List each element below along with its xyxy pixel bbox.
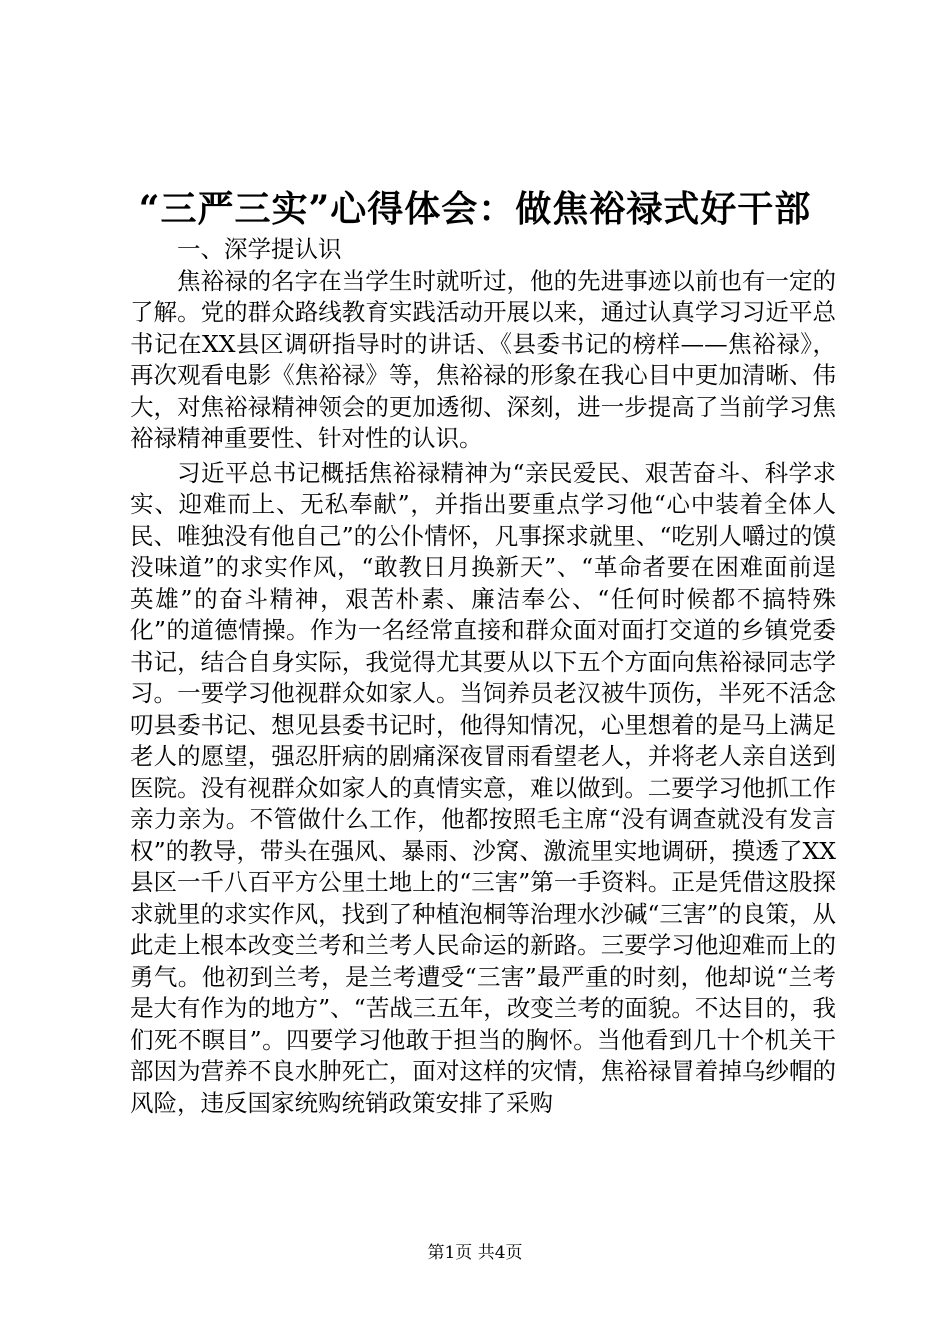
- page-footer: 第1页 共4页: [427, 1243, 523, 1263]
- section-heading: 一、深学提认识: [177, 235, 342, 263]
- document-body: [130, 234, 836, 1122]
- paragraph-1: 焦裕禄的名字在当学生时就听过，他的先进事迹以前也有一定的了解。党的群众路线教育实践活动开展以来，通过认真学习习近平总书记在XX县区调研指导时的讲话、《县委书记的榜样——焦裕禄》，再次观看电影《焦裕禄》等，焦裕禄的形象在我心目中更加清晰、伟大，对焦裕禄精神领会的更加透彻、深刻，进一步提高了当前学习焦裕禄精神重要性、针对性的认识。: [130, 266, 836, 452]
- document-title: “三严三实”心得体会：做焦裕禄式好干部: [138, 188, 812, 230]
- paragraph-2: 习近平总书记概括焦裕禄精神为“亲民爱民、艰苦奋斗、科学求实、迎难而上、无私奉献”，并指出要重点学习他“心中装着全体人民、唯独没有他自己”的公仆情怀，凡事探求就里、“吃别人嚼过的馍没味道”的求实作风，“敢教日月换新天”、“革命者要在困难面前逞英雄”的奋斗精神，艰苦朴素、廉洁奉公、“任何时候都不搞特殊化”的道德情操。作为一名经常直接和群众面对面打交道的乡镇党委书记，结合自身实际，我觉得尤其要从以下五个方面向焦裕禄同志学习。一要学习他视群众如家人。当饲养员老汉被牛顶伤，半死不活念叨县委书记、想见县委书记时，他得知情况，心里想着的是马上满足老人的愿望，强忍肝病的剧痛深夜冒雨看望老人，并将老人亲自送到医院。没有视群众如家人的真情实意，难以做到。二要学习他抓工作亲力亲为。不管做什么工作，他都按照毛主席“没有调查就没有发言权”的教导，带头在强风、暴雨、沙窝、激流里实地调研，摸透了XX县区一千八百平方公里土地上的“三害”第一手资料。正是凭借这股探求就里的求实作风，找到了种植泡桐等治理水沙碱“三害”的良策，从此走上根本改变兰考和兰考人民命运的新路。三要学习他迎难而上的勇气。他初到兰考，是兰考遭受“三害”最严重的时刻，他却说“兰考是大有作为的地方”、“苦战三五年，改变兰考的面貌。不达目的，我们死不瞑目”。四要学习他敢于担当的胸怀。当他看到几十个机关干部因为营养不良水肿死亡，面对这样的灾情，焦裕禄冒着掉乌纱帽的风险，违反国家统购统销政策安排了采购: [130, 458, 836, 1117]
